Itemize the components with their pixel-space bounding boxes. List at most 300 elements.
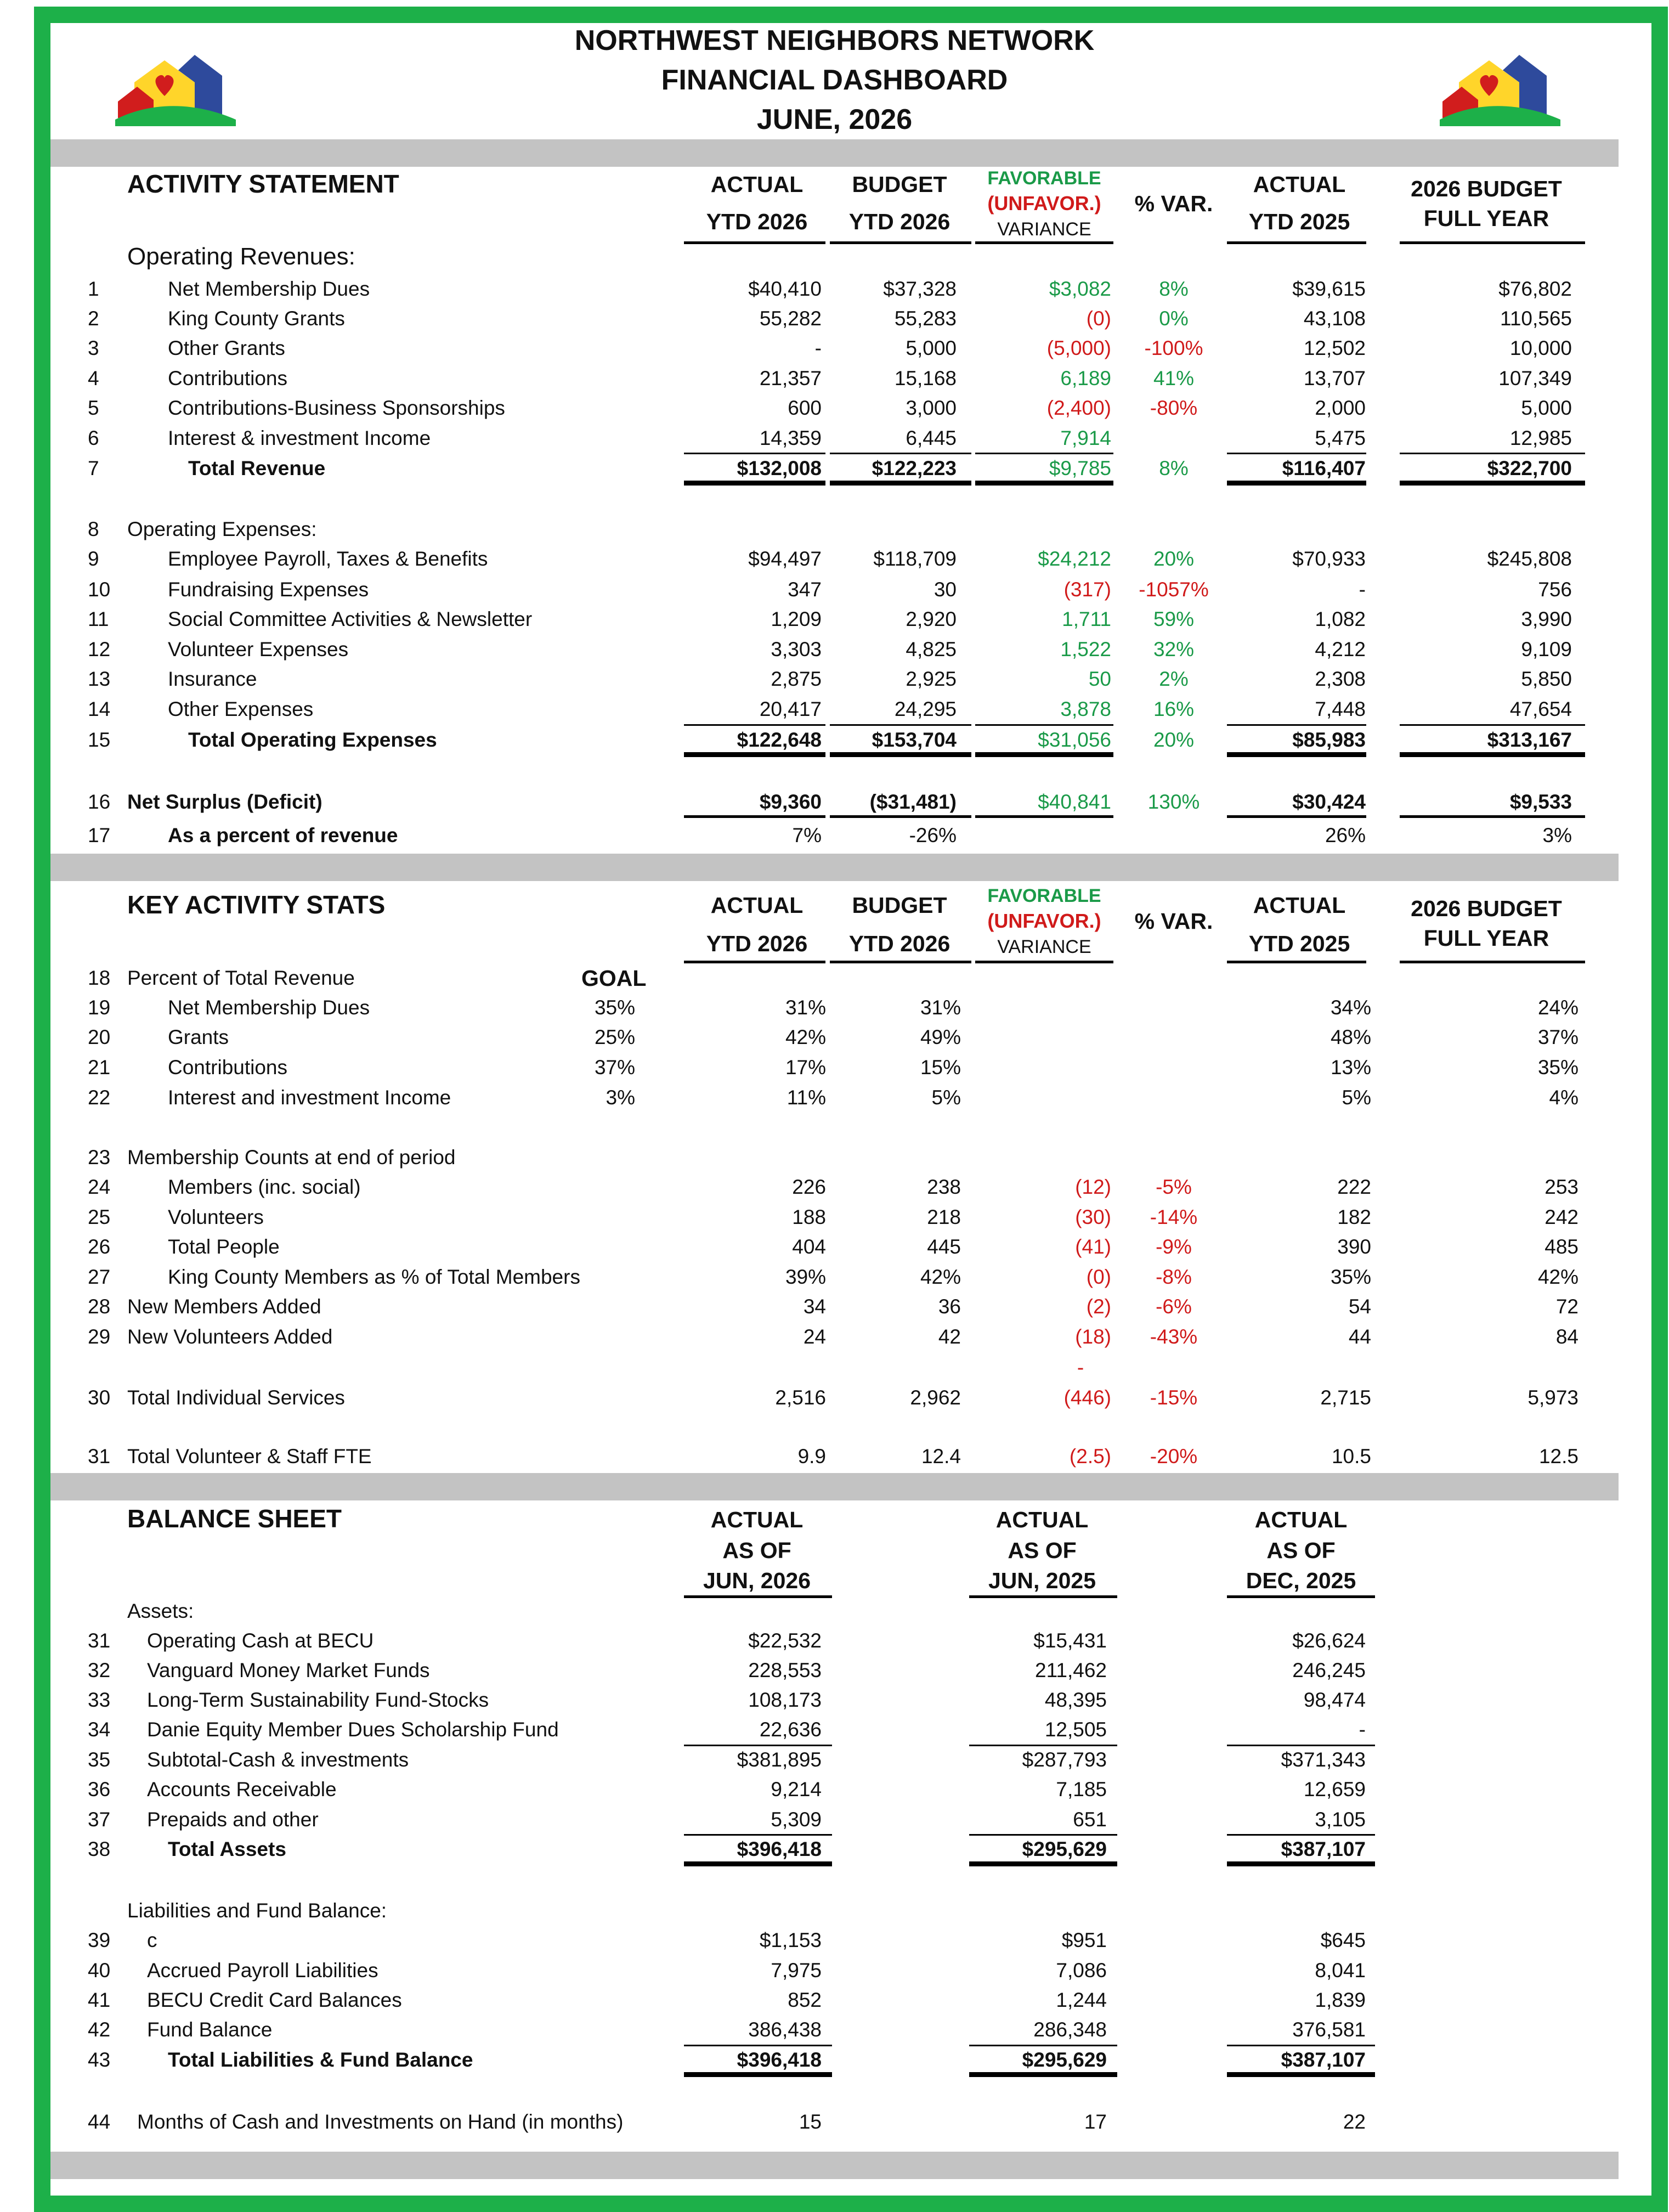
actual-prior-ytd: 12,502 <box>1303 337 1366 359</box>
section-band <box>50 854 1619 881</box>
underline <box>975 961 1113 963</box>
row-number: 43 <box>88 2049 111 2071</box>
variance: 1,522 <box>1060 638 1111 661</box>
budget-ytd: 445 <box>927 1235 961 1258</box>
budget-ytd: 30 <box>933 578 957 601</box>
row-number: 31 <box>88 1629 111 1652</box>
row-number: 4 <box>88 367 99 390</box>
actual-ytd: 226 <box>792 1176 826 1198</box>
column-header: (UNFAVOR.) <box>987 910 1101 932</box>
balance-dec-2025: $387,107 <box>1281 1838 1366 1860</box>
actual-prior-ytd: 1,082 <box>1315 608 1366 630</box>
actual-ytd: 347 <box>788 578 822 601</box>
underline <box>1400 453 1585 454</box>
percent-variance: -43% <box>1150 1325 1198 1348</box>
logo-icon <box>1437 49 1563 126</box>
balance-dec-2025: 8,041 <box>1315 1959 1366 1982</box>
percent-variance: -9% <box>1156 1235 1192 1258</box>
column-header: AS OF <box>722 1538 791 1563</box>
row-label: Net Membership Dues <box>168 278 370 300</box>
percent-variance: 2% <box>1159 668 1189 690</box>
budget-ytd: 4,825 <box>906 638 957 661</box>
column-header: YTD 2026 <box>706 209 808 234</box>
row-label: King County Members as % of Total Members <box>168 1266 580 1288</box>
row-label: Percent of Total Revenue <box>127 967 355 989</box>
row-number: 15 <box>88 729 111 751</box>
row-number: 13 <box>88 668 111 690</box>
actual-ytd: 20,417 <box>759 698 822 720</box>
balance-dec-2025: 98,474 <box>1303 1689 1366 1711</box>
percent-variance: -15% <box>1150 1386 1198 1409</box>
underline <box>684 815 825 818</box>
underline <box>969 1864 1117 1866</box>
actual-prior-ytd: $116,407 <box>1282 457 1366 479</box>
column-header: 2026 BUDGET <box>1411 176 1562 201</box>
budget-ytd: 42 <box>938 1325 961 1348</box>
underline <box>1227 453 1366 454</box>
goal-header: GOAL <box>581 966 647 991</box>
actual-ytd: 2,516 <box>775 1386 826 1409</box>
underline <box>1227 1834 1375 1836</box>
row-number: 9 <box>88 548 99 570</box>
balance-jun-2026: 22,636 <box>759 1718 822 1741</box>
full-year-budget: 107,349 <box>1498 367 1572 390</box>
budget-ytd: -26% <box>909 824 957 847</box>
variance: $9,785 <box>1049 457 1111 479</box>
column-header: ACTUAL <box>710 1507 804 1532</box>
balance-dec-2025: 12,659 <box>1303 1778 1366 1801</box>
variance: $3,082 <box>1049 278 1111 300</box>
column-header: YTD 2025 <box>1248 209 1350 234</box>
column-header: YTD 2026 <box>848 209 951 234</box>
underline <box>684 2074 832 2077</box>
budget-ytd: $153,704 <box>872 729 957 751</box>
actual-ytd: 42% <box>785 1026 826 1048</box>
row-label: Total Volunteer & Staff FTE <box>127 1445 372 1468</box>
underline <box>975 483 1113 486</box>
variance: $24,212 <box>1038 548 1111 570</box>
variance: (18) <box>1075 1325 1111 1348</box>
underline <box>1227 1864 1375 1866</box>
full-year-budget: 3% <box>1542 824 1572 847</box>
variance: (446) <box>1063 1386 1111 1409</box>
row-number: 31 <box>88 1445 111 1468</box>
row-number: 44 <box>88 2111 111 2133</box>
actual-ytd: 24 <box>803 1325 826 1348</box>
row-number: 5 <box>88 397 99 419</box>
balance-dec-2025: $371,343 <box>1281 1748 1366 1771</box>
budget-ytd: 15% <box>920 1056 961 1079</box>
balance-jun-2025: 286,348 <box>1033 2018 1107 2041</box>
full-year-budget: 12,985 <box>1509 427 1572 449</box>
actual-prior-ytd: 222 <box>1337 1176 1371 1198</box>
actual-prior-ytd: 43,108 <box>1303 307 1366 330</box>
budget-ytd: ($31,481) <box>869 791 957 813</box>
variance: (0) <box>1086 307 1111 330</box>
column-header: VARIANCE <box>997 936 1091 957</box>
balance-dec-2025: $387,107 <box>1281 2049 1366 2071</box>
row-label: Volunteers <box>168 1206 264 1228</box>
variance-dash: - <box>1077 1356 1084 1379</box>
variance: 6,189 <box>1060 367 1111 390</box>
underline <box>1227 2045 1375 2046</box>
row-number: 19 <box>88 996 111 1019</box>
balance-jun-2026: 228,553 <box>748 1659 822 1681</box>
column-header: 2026 BUDGET <box>1411 896 1562 921</box>
balance-dec-2025: 376,581 <box>1292 2018 1366 2041</box>
row-number: 10 <box>88 578 111 601</box>
balance-jun-2025: 7,086 <box>1056 1959 1107 1982</box>
actual-prior-ytd: 2,000 <box>1315 397 1366 419</box>
column-header: % VAR. <box>1134 191 1213 216</box>
actual-ytd: 1,209 <box>771 608 822 630</box>
actual-ytd: 21,357 <box>759 367 822 390</box>
percent-variance: -8% <box>1156 1266 1192 1288</box>
budget-ytd: $37,328 <box>883 278 957 300</box>
row-label: Grants <box>168 1026 229 1048</box>
group-heading: Operating Revenues: <box>127 243 355 270</box>
column-header: BUDGET <box>852 172 947 197</box>
balance-dec-2025: $645 <box>1320 1929 1366 1951</box>
row-number: 22 <box>88 1086 111 1109</box>
column-header: ACTUAL <box>1253 172 1346 197</box>
section-title: BALANCE SHEET <box>127 1504 342 1533</box>
column-header: ACTUAL <box>1254 1507 1348 1532</box>
full-year-budget: 42% <box>1537 1266 1579 1288</box>
row-label: Volunteer Expenses <box>168 638 349 661</box>
row-number: 39 <box>88 1929 111 1951</box>
balance-jun-2026: 386,438 <box>748 2018 822 2041</box>
balance-jun-2026: $22,532 <box>748 1629 822 1652</box>
row-label: Insurance <box>168 668 257 690</box>
underline <box>684 724 825 726</box>
percent-variance: -14% <box>1150 1206 1198 1228</box>
balance-dec-2025: 246,245 <box>1292 1659 1366 1681</box>
column-header: JUN, 2026 <box>703 1568 811 1593</box>
variance: $40,841 <box>1038 791 1111 813</box>
column-header: BUDGET <box>852 893 947 918</box>
underline <box>684 453 825 454</box>
actual-ytd: $94,497 <box>748 548 822 570</box>
full-year-budget: 253 <box>1544 1176 1579 1198</box>
balance-jun-2025: 17 <box>1084 2111 1107 2133</box>
underline <box>969 2074 1117 2077</box>
underline <box>1400 724 1585 726</box>
underline <box>1227 815 1366 818</box>
full-year-budget: 4% <box>1549 1086 1579 1109</box>
full-year-budget: 3,990 <box>1521 608 1572 630</box>
balance-dec-2025: $26,624 <box>1292 1629 1366 1652</box>
full-year-budget: 10,000 <box>1509 337 1572 359</box>
actual-prior-ytd: 182 <box>1337 1206 1371 1228</box>
row-number: 23 <box>88 1146 111 1169</box>
row-number: 11 <box>88 608 109 630</box>
budget-ytd: 218 <box>927 1206 961 1228</box>
actual-prior-ytd: 13,707 <box>1303 367 1366 390</box>
actual-prior-ytd: 34% <box>1330 996 1371 1019</box>
actual-prior-ytd: 48% <box>1330 1026 1371 1048</box>
underline <box>969 1834 1117 1836</box>
column-header: FAVORABLE <box>987 885 1101 906</box>
actual-ytd: $122,648 <box>737 729 822 751</box>
row-label: Total Assets <box>168 1838 286 1860</box>
budget-ytd: 2,962 <box>910 1386 961 1409</box>
budget-ytd: 24,295 <box>894 698 957 720</box>
underline <box>975 453 1113 454</box>
dashboard-title: FINANCIAL DASHBOARD <box>661 64 1008 96</box>
variance: (12) <box>1075 1176 1111 1198</box>
column-header: AS OF <box>1266 1538 1336 1563</box>
row-label: King County Grants <box>168 307 345 330</box>
actual-ytd: 34 <box>803 1295 826 1318</box>
actual-prior-ytd: 44 <box>1348 1325 1371 1348</box>
variance: (2.5) <box>1069 1445 1111 1468</box>
budget-ytd: 2,920 <box>906 608 957 630</box>
percent-variance: 20% <box>1153 548 1195 570</box>
full-year-budget: 24% <box>1537 996 1579 1019</box>
row-number: 1 <box>88 278 99 300</box>
full-year-budget: $9,533 <box>1509 791 1572 813</box>
variance: (2) <box>1086 1295 1111 1318</box>
row-number: 16 <box>88 791 111 813</box>
budget-ytd: 6,445 <box>906 427 957 449</box>
percent-variance: 8% <box>1159 457 1189 479</box>
underline <box>1227 724 1366 726</box>
full-year-budget: 5,850 <box>1521 668 1572 690</box>
row-label: Other Expenses <box>168 698 314 720</box>
balance-jun-2025: $287,793 <box>1022 1748 1107 1771</box>
actual-ytd: 3,303 <box>771 638 822 661</box>
row-number: 38 <box>88 1838 111 1860</box>
budget-ytd: 55,283 <box>894 307 957 330</box>
row-label: Total People <box>168 1235 280 1258</box>
percent-variance: 16% <box>1153 698 1195 720</box>
budget-ytd: $122,223 <box>872 457 957 479</box>
underline <box>830 815 971 818</box>
percent-variance: 20% <box>1153 729 1195 751</box>
actual-ytd: 39% <box>785 1266 826 1288</box>
underline <box>1227 754 1366 757</box>
row-number: 21 <box>88 1056 111 1079</box>
balance-jun-2026: $396,418 <box>737 1838 822 1860</box>
actual-prior-ytd: $30,424 <box>1292 791 1366 813</box>
balance-jun-2025: 48,395 <box>1044 1689 1107 1711</box>
actual-prior-ytd: 35% <box>1330 1266 1371 1288</box>
row-number: 33 <box>88 1689 111 1711</box>
actual-ytd: 55,282 <box>759 307 822 330</box>
column-header: FAVORABLE <box>987 168 1101 189</box>
actual-prior-ytd: $85,983 <box>1292 729 1366 751</box>
underline <box>1400 241 1585 244</box>
goal-value: 25% <box>594 1026 635 1048</box>
underline <box>684 483 825 486</box>
row-label: Fund Balance <box>147 2018 273 2041</box>
row-number: 40 <box>88 1959 111 1982</box>
underline <box>684 2045 832 2046</box>
actual-ytd: 600 <box>788 397 822 419</box>
balance-jun-2026: 852 <box>788 1989 822 2011</box>
balance-jun-2026: $381,895 <box>737 1748 822 1771</box>
balance-dec-2025: 1,839 <box>1315 1989 1366 2011</box>
balance-dec-2025: 3,105 <box>1315 1808 1366 1831</box>
underline <box>684 1834 832 1836</box>
column-header: YTD 2025 <box>1248 931 1350 956</box>
balance-jun-2026: $1,153 <box>759 1929 822 1951</box>
underline <box>1400 815 1585 818</box>
actual-prior-ytd: 2,715 <box>1320 1386 1371 1409</box>
full-year-budget: 84 <box>1555 1325 1579 1348</box>
actual-ytd: - <box>814 337 822 359</box>
row-number: 36 <box>88 1778 111 1801</box>
column-header: ACTUAL <box>995 1507 1089 1532</box>
budget-ytd: 238 <box>927 1176 961 1198</box>
row-label: BECU Credit Card Balances <box>147 1989 402 2011</box>
underline <box>969 1595 1117 1598</box>
budget-ytd: 5% <box>931 1086 961 1109</box>
actual-ytd: $9,360 <box>759 791 822 813</box>
full-year-budget: 35% <box>1537 1056 1579 1079</box>
row-number: 24 <box>88 1176 111 1198</box>
row-number: 8 <box>88 518 99 540</box>
variance: (2,400) <box>1046 397 1111 419</box>
balance-jun-2026: 7,975 <box>771 1959 822 1982</box>
row-label: Net Membership Dues <box>168 996 370 1019</box>
underline <box>1400 483 1585 486</box>
actual-prior-ytd: 5% <box>1342 1086 1371 1109</box>
budget-ytd: 49% <box>920 1026 961 1048</box>
section-title: KEY ACTIVITY STATS <box>127 890 386 919</box>
underline <box>1227 2074 1375 2077</box>
row-label: Contributions <box>168 367 288 390</box>
percent-variance: -100% <box>1144 337 1203 359</box>
full-year-budget: 110,565 <box>1500 307 1572 330</box>
balance-jun-2025: 211,462 <box>1035 1659 1107 1681</box>
row-number: 30 <box>88 1386 111 1409</box>
goal-value: 35% <box>594 996 635 1019</box>
row-label: Employee Payroll, Taxes & Benefits <box>168 548 488 570</box>
underline <box>830 453 971 454</box>
full-year-budget: 72 <box>1555 1295 1579 1318</box>
row-label: Danie Equity Member Dues Scholarship Fund <box>147 1718 559 1741</box>
row-label: Months of Cash and Investments on Hand (in months) <box>137 2111 624 2133</box>
underline <box>830 241 971 244</box>
full-year-budget: 37% <box>1537 1026 1579 1048</box>
full-year-budget: 5,973 <box>1527 1386 1579 1409</box>
actual-ytd: 9.9 <box>797 1445 826 1468</box>
actual-prior-ytd: - <box>1359 578 1366 601</box>
row-number: 3 <box>88 337 99 359</box>
row-number: 12 <box>88 638 111 661</box>
column-header: JUN, 2025 <box>988 1568 1096 1593</box>
row-label: Total Liabilities & Fund Balance <box>168 2049 473 2071</box>
goal-value: 37% <box>594 1056 635 1079</box>
column-header: YTD 2026 <box>706 931 808 956</box>
row-number: 20 <box>88 1026 111 1048</box>
group-heading: Assets: <box>127 1600 194 1622</box>
row-label: Subtotal-Cash & investments <box>147 1748 409 1771</box>
row-number: 26 <box>88 1235 111 1258</box>
balance-jun-2025: $295,629 <box>1022 1838 1107 1860</box>
row-label: As a percent of revenue <box>168 824 398 847</box>
row-label: Total Revenue <box>188 457 326 479</box>
row-number: 42 <box>88 2018 111 2041</box>
budget-ytd: $118,709 <box>873 548 957 570</box>
percent-variance: 130% <box>1147 791 1200 813</box>
variance: (0) <box>1086 1266 1111 1288</box>
section-band <box>50 139 1619 167</box>
actual-ytd: $132,008 <box>737 457 822 479</box>
underline <box>684 1595 832 1598</box>
column-header: FULL YEAR <box>1423 926 1549 951</box>
balance-jun-2025: 1,244 <box>1056 1989 1107 2011</box>
row-label: Interest & investment Income <box>168 427 431 449</box>
section-title: ACTIVITY STATEMENT <box>127 170 399 198</box>
row-label: Operating Cash at BECU <box>147 1629 374 1652</box>
column-header: AS OF <box>1008 1538 1077 1563</box>
full-year-budget: $245,808 <box>1487 548 1572 570</box>
underline <box>1400 961 1585 963</box>
underline <box>1227 1595 1375 1598</box>
actual-prior-ytd: 4,212 <box>1315 638 1366 661</box>
underline <box>975 754 1113 757</box>
percent-variance: 59% <box>1153 608 1195 630</box>
column-header: FULL YEAR <box>1423 206 1549 231</box>
underline <box>969 2045 1117 2046</box>
row-number: 6 <box>88 427 99 449</box>
budget-ytd: 12.4 <box>921 1445 961 1468</box>
row-label: Prepaids and other <box>147 1808 319 1831</box>
group-heading: Liabilities and Fund Balance: <box>127 1899 387 1922</box>
row-label: New Members Added <box>127 1295 321 1318</box>
actual-prior-ytd: $70,933 <box>1292 548 1366 570</box>
row-number: 34 <box>88 1718 111 1741</box>
underline <box>830 754 971 757</box>
actual-ytd: 31% <box>785 996 826 1019</box>
percent-variance: 41% <box>1153 367 1195 390</box>
row-number: 17 <box>88 824 111 847</box>
actual-prior-ytd: 2,308 <box>1315 668 1366 690</box>
variance: (317) <box>1063 578 1111 601</box>
underline <box>684 961 825 963</box>
balance-jun-2025: $295,629 <box>1022 2049 1107 2071</box>
actual-ytd: 7% <box>792 824 822 847</box>
underline <box>1227 241 1366 244</box>
underline <box>684 754 825 757</box>
period-title: JUNE, 2026 <box>756 104 913 136</box>
balance-jun-2025: 7,185 <box>1056 1778 1107 1801</box>
budget-ytd: 2,925 <box>906 668 957 690</box>
actual-prior-ytd: 7,448 <box>1315 698 1366 720</box>
underline <box>830 483 971 486</box>
goal-value: 3% <box>606 1086 635 1109</box>
underline <box>975 724 1113 726</box>
full-year-budget: 5,000 <box>1521 397 1572 419</box>
actual-ytd: 188 <box>792 1206 826 1228</box>
row-number: 18 <box>88 967 111 989</box>
underline <box>830 961 971 963</box>
section-band <box>50 2152 1619 2179</box>
percent-variance: -20% <box>1150 1445 1198 1468</box>
column-header: VARIANCE <box>997 219 1091 240</box>
row-label: Long-Term Sustainability Fund-Stocks <box>147 1689 489 1711</box>
underline <box>975 241 1113 244</box>
budget-ytd: 42% <box>920 1266 961 1288</box>
full-year-budget: $313,167 <box>1487 729 1572 751</box>
row-label: Accrued Payroll Liabilities <box>147 1959 378 1982</box>
balance-jun-2026: 108,173 <box>748 1689 822 1711</box>
variance: (41) <box>1075 1235 1111 1258</box>
actual-ytd: 2,875 <box>771 668 822 690</box>
